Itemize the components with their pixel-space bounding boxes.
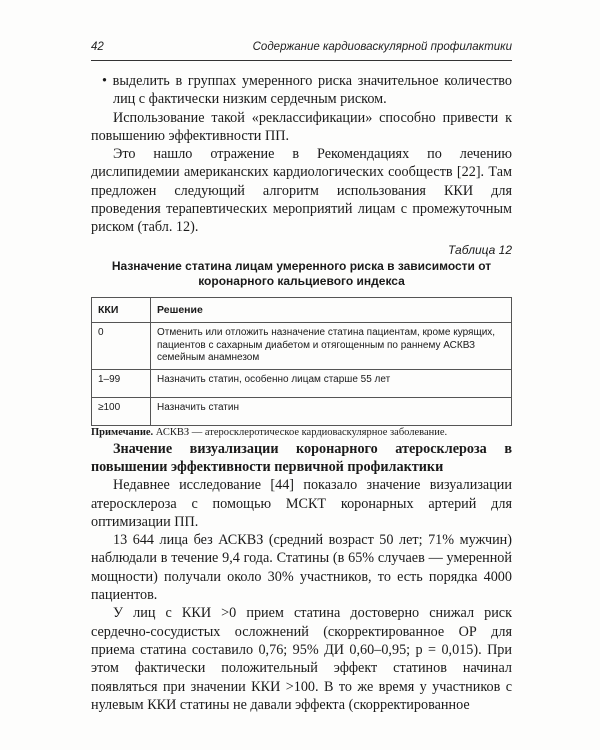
section-heading: Значение визуализации коронарного атеросклероза в повышении эффективности первичной профилактики — [91, 440, 512, 475]
table-row — [92, 369, 512, 397]
kki-cell: 1–99 — [92, 369, 151, 397]
decision-cell: Назначить статин — [151, 397, 512, 425]
note-text: АСКВЗ — атеросклеротическое кардиоваскулярное заболевание. — [153, 426, 448, 438]
table-note — [91, 426, 512, 440]
page-number: 42 — [91, 41, 104, 53]
table-header-row — [92, 297, 512, 323]
column-header-kki: ККИ — [92, 297, 151, 323]
header-divider — [91, 60, 512, 61]
running-title: Содержание кардиоваскулярной профилактики — [252, 41, 512, 53]
page-body — [91, 72, 512, 714]
column-header-decision: Решение — [151, 297, 512, 323]
table-title: Назначение статина лицам умеренного риска в зависимости от коронарного кальциевого индекса — [111, 258, 492, 288]
kki-cell: 0 — [92, 323, 151, 370]
decision-cell: Назначить статин, особенно лицам старше 55 лет — [151, 369, 512, 397]
paragraph: 13 644 лица без АСКВЗ (средний возраст 50 лет; 71% мужчин) наблюдали в течение 9,4 года. Статины (в 65% случаев — умеренной мощности) получали около 30% участников, то есть порядка 4000 пациентов. — [91, 532, 512, 604]
table-number: Таблица 12 — [447, 242, 512, 257]
kki-cell: ≥100 — [92, 397, 151, 425]
decision-cell: Отменить или отложить назначение статина пациентам, кроме курящих, пациентов с сахарным диабетом и отягощенным по раннему АСКВЗ семейным анамнезом — [151, 323, 512, 370]
paragraph: Использование такой «реклассификации» способно привести к повышению эффективности ПП. — [91, 109, 512, 144]
table-row — [92, 323, 512, 370]
note-label: Примечание. — [91, 426, 154, 438]
paragraph: У лиц с ККИ >0 прием статина достоверно снижал риск сердечно-сосудистых осложнений (скорректированное ОР для приема статина составило 0,76; 95% ДИ 0,60–0,95; р = 0,015). При этом фактически положительный эффект статинов начинал появляться при значении ККИ >100. В то же время у участников с нулевым ККИ статины не давали эффекта (скорректированное — [91, 605, 512, 713]
paragraph: Недавнее исследование [44] показало значение визуализации атеросклероза с помощью МСКТ коронарных артерий для оптимизации ПП. — [91, 477, 512, 530]
running-header — [91, 41, 512, 59]
paragraph: Это нашло отражение в Рекомендациях по лечению дислипидемии американских кардиологических сообществ [22]. Там предложен следующий алгоритм использования ККИ для проведения терапевтических мероприятий лицам с промежуточным риском (табл. 12). — [91, 146, 512, 236]
table-row — [92, 397, 512, 425]
statin-table — [91, 297, 512, 426]
bullet-paragraph: • выделить в группах умеренного риска значительное количество лиц с фактически низким сердечным риском. — [102, 73, 512, 108]
